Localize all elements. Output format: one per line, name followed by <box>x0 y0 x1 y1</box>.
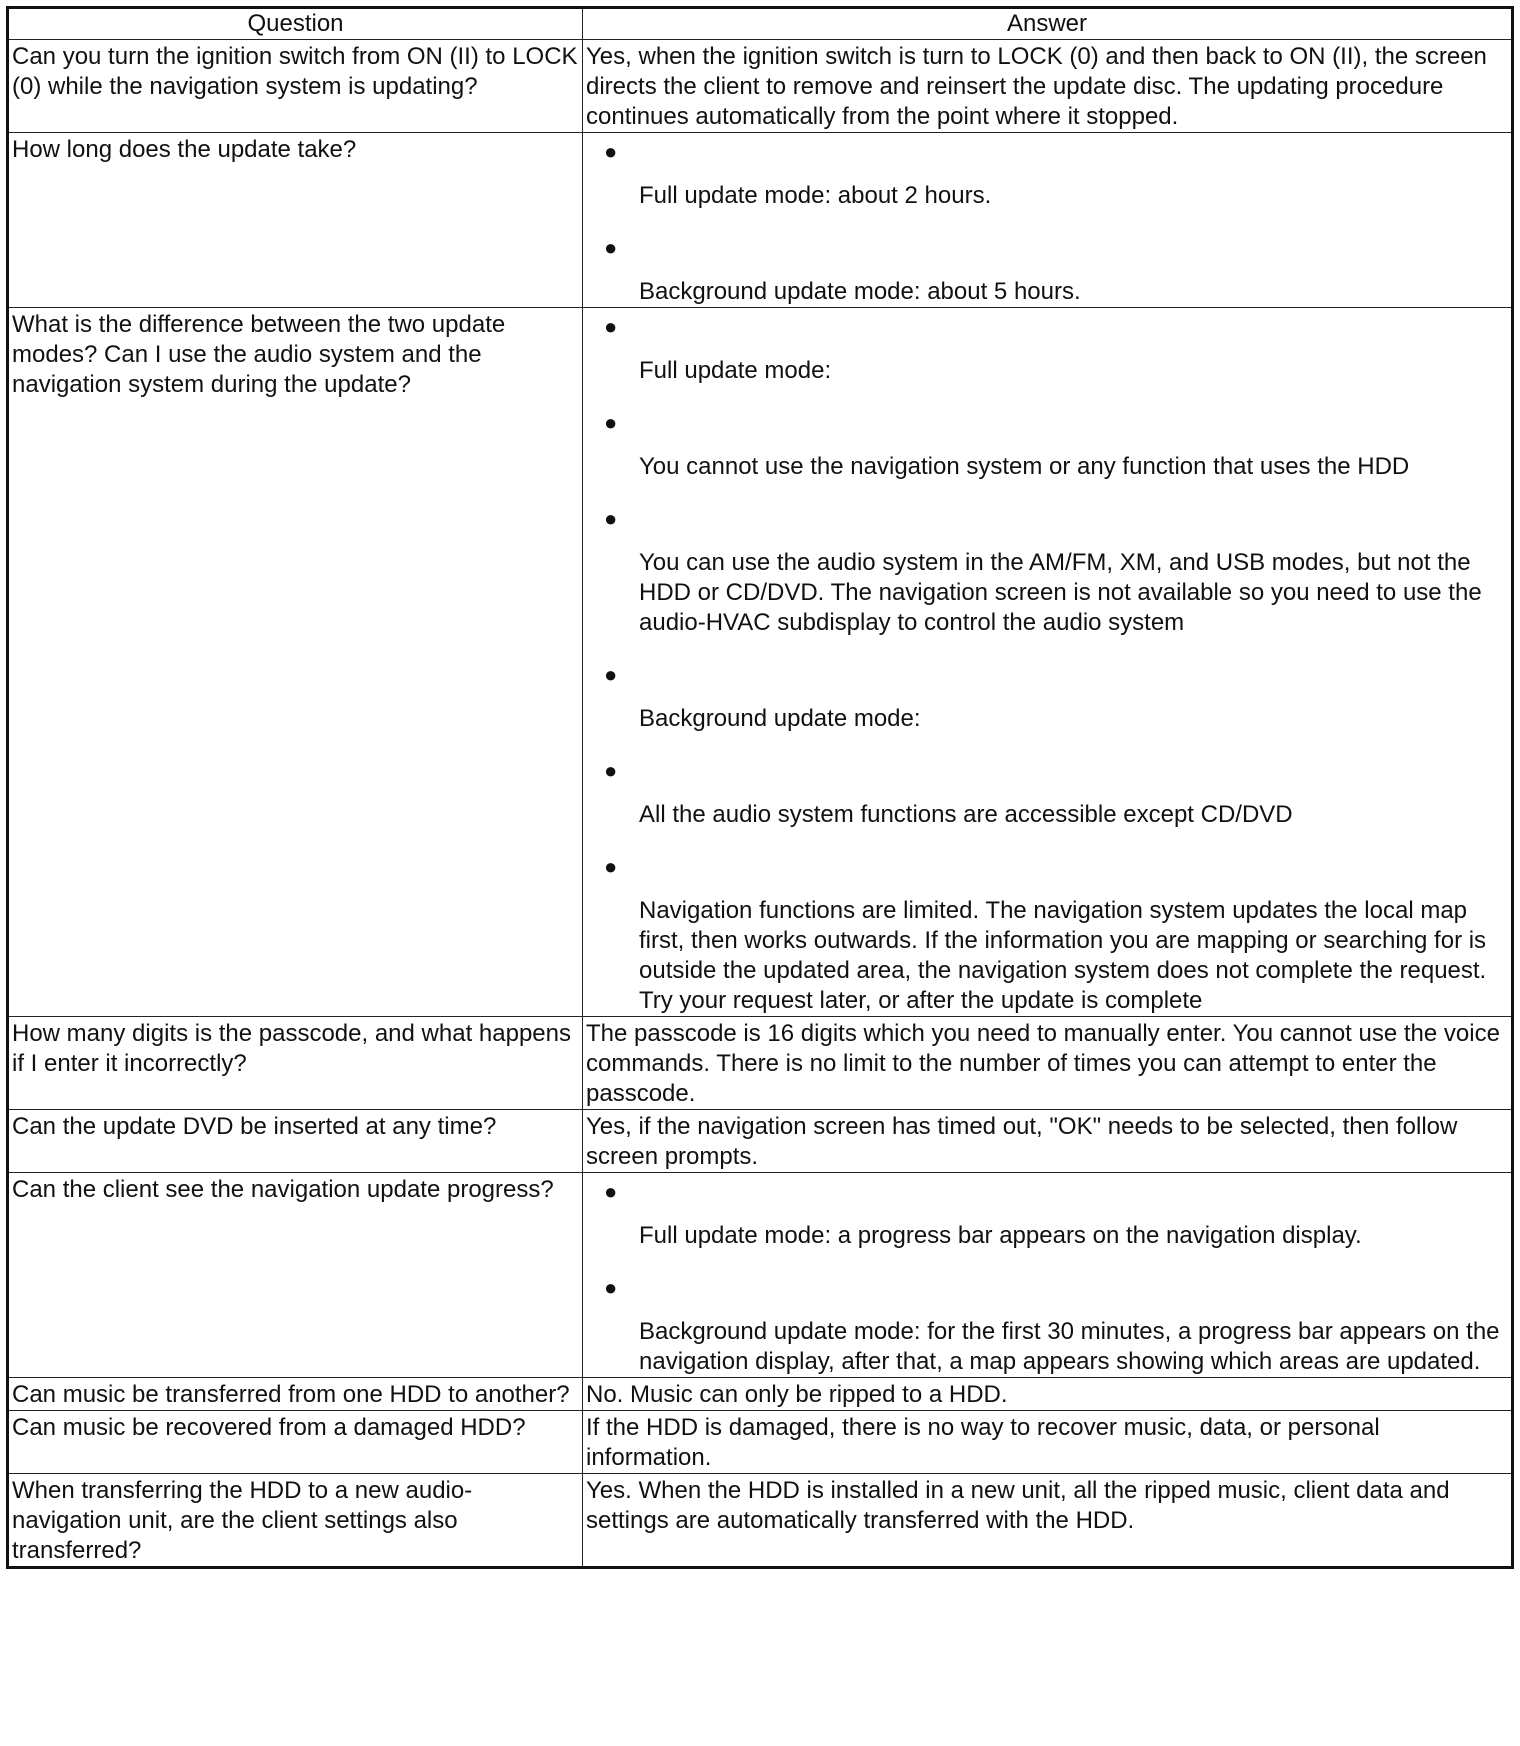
answer-cell <box>583 1474 1513 1568</box>
bullet-icon: ● <box>604 854 618 879</box>
answer-cell <box>583 1017 1513 1110</box>
question-cell: Can the update DVD be inserted at any time? <box>8 1110 583 1173</box>
answer-text: Yes, when the ignition switch is turn to LOCK (0) and then back to ON (II), the screen directs the client to remove and reinsert the update disc. The updating procedure continues automatically from the point where it stopped. <box>586 43 1487 130</box>
bullet-text: Background update mode: <box>639 705 921 732</box>
question-cell: When transferring the HDD to a new audio-navigation unit, are the client settings also transferred? <box>8 1474 583 1568</box>
answer-cell <box>583 1173 1513 1378</box>
bullet-text: Background update mode: for the first 30 minutes, a progress bar appears on the navigation display, after that, a map appears showing which areas are updated. <box>639 1318 1500 1375</box>
list-item <box>586 1271 1508 1377</box>
bullet-text: You cannot use the navigation system or any function that uses the HDD <box>639 453 1410 480</box>
list-item <box>586 310 1508 406</box>
answer-text: No. Music can only be ripped to a HDD. <box>586 1381 1008 1408</box>
table-row <box>8 1474 1513 1568</box>
bullet-text: Navigation functions are limited. The navigation system updates the local map first, then works outwards. If the information you are mapping or searching for is outside the updated area, the navigation system does not complete the request. Try your request later, or after the update is complete <box>639 897 1487 1014</box>
bullet-text: Full update mode: about 2 hours. <box>639 182 992 209</box>
bullet-text: Full update mode: a progress bar appears on the navigation display. <box>639 1222 1362 1249</box>
table-row <box>8 1378 1513 1411</box>
question-cell: How many digits is the passcode, and what happens if I enter it incorrectly? <box>8 1017 583 1110</box>
answer-bullet-list <box>586 1175 1508 1377</box>
table-header <box>8 8 1513 40</box>
bullet-icon: ● <box>604 235 618 260</box>
list-item <box>586 754 1508 850</box>
bullet-icon: ● <box>604 758 618 783</box>
list-item <box>586 135 1508 231</box>
question-cell: Can music be transferred from one HDD to another? <box>8 1378 583 1411</box>
answer-text: Yes. When the HDD is installed in a new unit, all the ripped music, client data and settings are automatically transferred with the HDD. <box>586 1477 1450 1534</box>
answer-text: The passcode is 16 digits which you need to manually enter. You cannot use the voice commands. There is no limit to the number of times you can attempt to enter the passcode. <box>586 1020 1500 1107</box>
bullet-icon: ● <box>604 410 618 435</box>
answer-cell <box>583 308 1513 1017</box>
answer-cell <box>583 133 1513 308</box>
bullet-icon: ● <box>604 662 618 687</box>
bullet-icon: ● <box>604 1179 618 1204</box>
answer-bullet-list <box>586 310 1508 1016</box>
answer-cell <box>583 1378 1513 1411</box>
faq-table <box>6 6 1514 1569</box>
table-row <box>8 1173 1513 1378</box>
table-row <box>8 1110 1513 1173</box>
table-row <box>8 308 1513 1017</box>
list-item <box>586 658 1508 754</box>
answer-text: Yes, if the navigation screen has timed out, "OK" needs to be selected, then follow screen prompts. <box>586 1113 1458 1170</box>
bullet-text: Full update mode: <box>639 357 832 384</box>
question-cell: What is the difference between the two update modes? Can I use the audio system and the navigation system during the update? <box>8 308 583 1017</box>
answer-cell <box>583 1411 1513 1474</box>
bullet-icon: ● <box>604 314 618 339</box>
list-item <box>586 502 1508 658</box>
question-cell: Can you turn the ignition switch from ON (II) to LOCK (0) while the navigation system is updating? <box>8 40 583 133</box>
bullet-text: You can use the audio system in the AM/FM, XM, and USB modes, but not the HDD or CD/DVD. The navigation screen is not available so you need to use the audio-HVAC subdisplay to control the audio system <box>639 549 1482 636</box>
table-row <box>8 1411 1513 1474</box>
bullet-icon: ● <box>604 1275 618 1300</box>
table-body <box>8 40 1513 1568</box>
answer-text: If the HDD is damaged, there is no way to recover music, data, or personal information. <box>586 1414 1380 1471</box>
list-item <box>586 231 1508 307</box>
list-item <box>586 1175 1508 1271</box>
question-cell: Can music be recovered from a damaged HDD? <box>8 1411 583 1474</box>
table-row <box>8 40 1513 133</box>
table-row <box>8 133 1513 308</box>
table-row <box>8 1017 1513 1110</box>
answer-bullet-list <box>586 135 1508 307</box>
answer-column-header: Answer <box>583 8 1513 40</box>
bullet-icon: ● <box>604 139 618 164</box>
answer-cell <box>583 40 1513 133</box>
list-item <box>586 850 1508 1016</box>
bullet-text: Background update mode: about 5 hours. <box>639 278 1081 305</box>
list-item <box>586 406 1508 502</box>
bullet-icon: ● <box>604 506 618 531</box>
bullet-text: All the audio system functions are accessible except CD/DVD <box>639 801 1293 828</box>
question-cell: How long does the update take? <box>8 133 583 308</box>
question-column-header: Question <box>8 8 583 40</box>
answer-cell <box>583 1110 1513 1173</box>
question-cell: Can the client see the navigation update progress? <box>8 1173 583 1378</box>
